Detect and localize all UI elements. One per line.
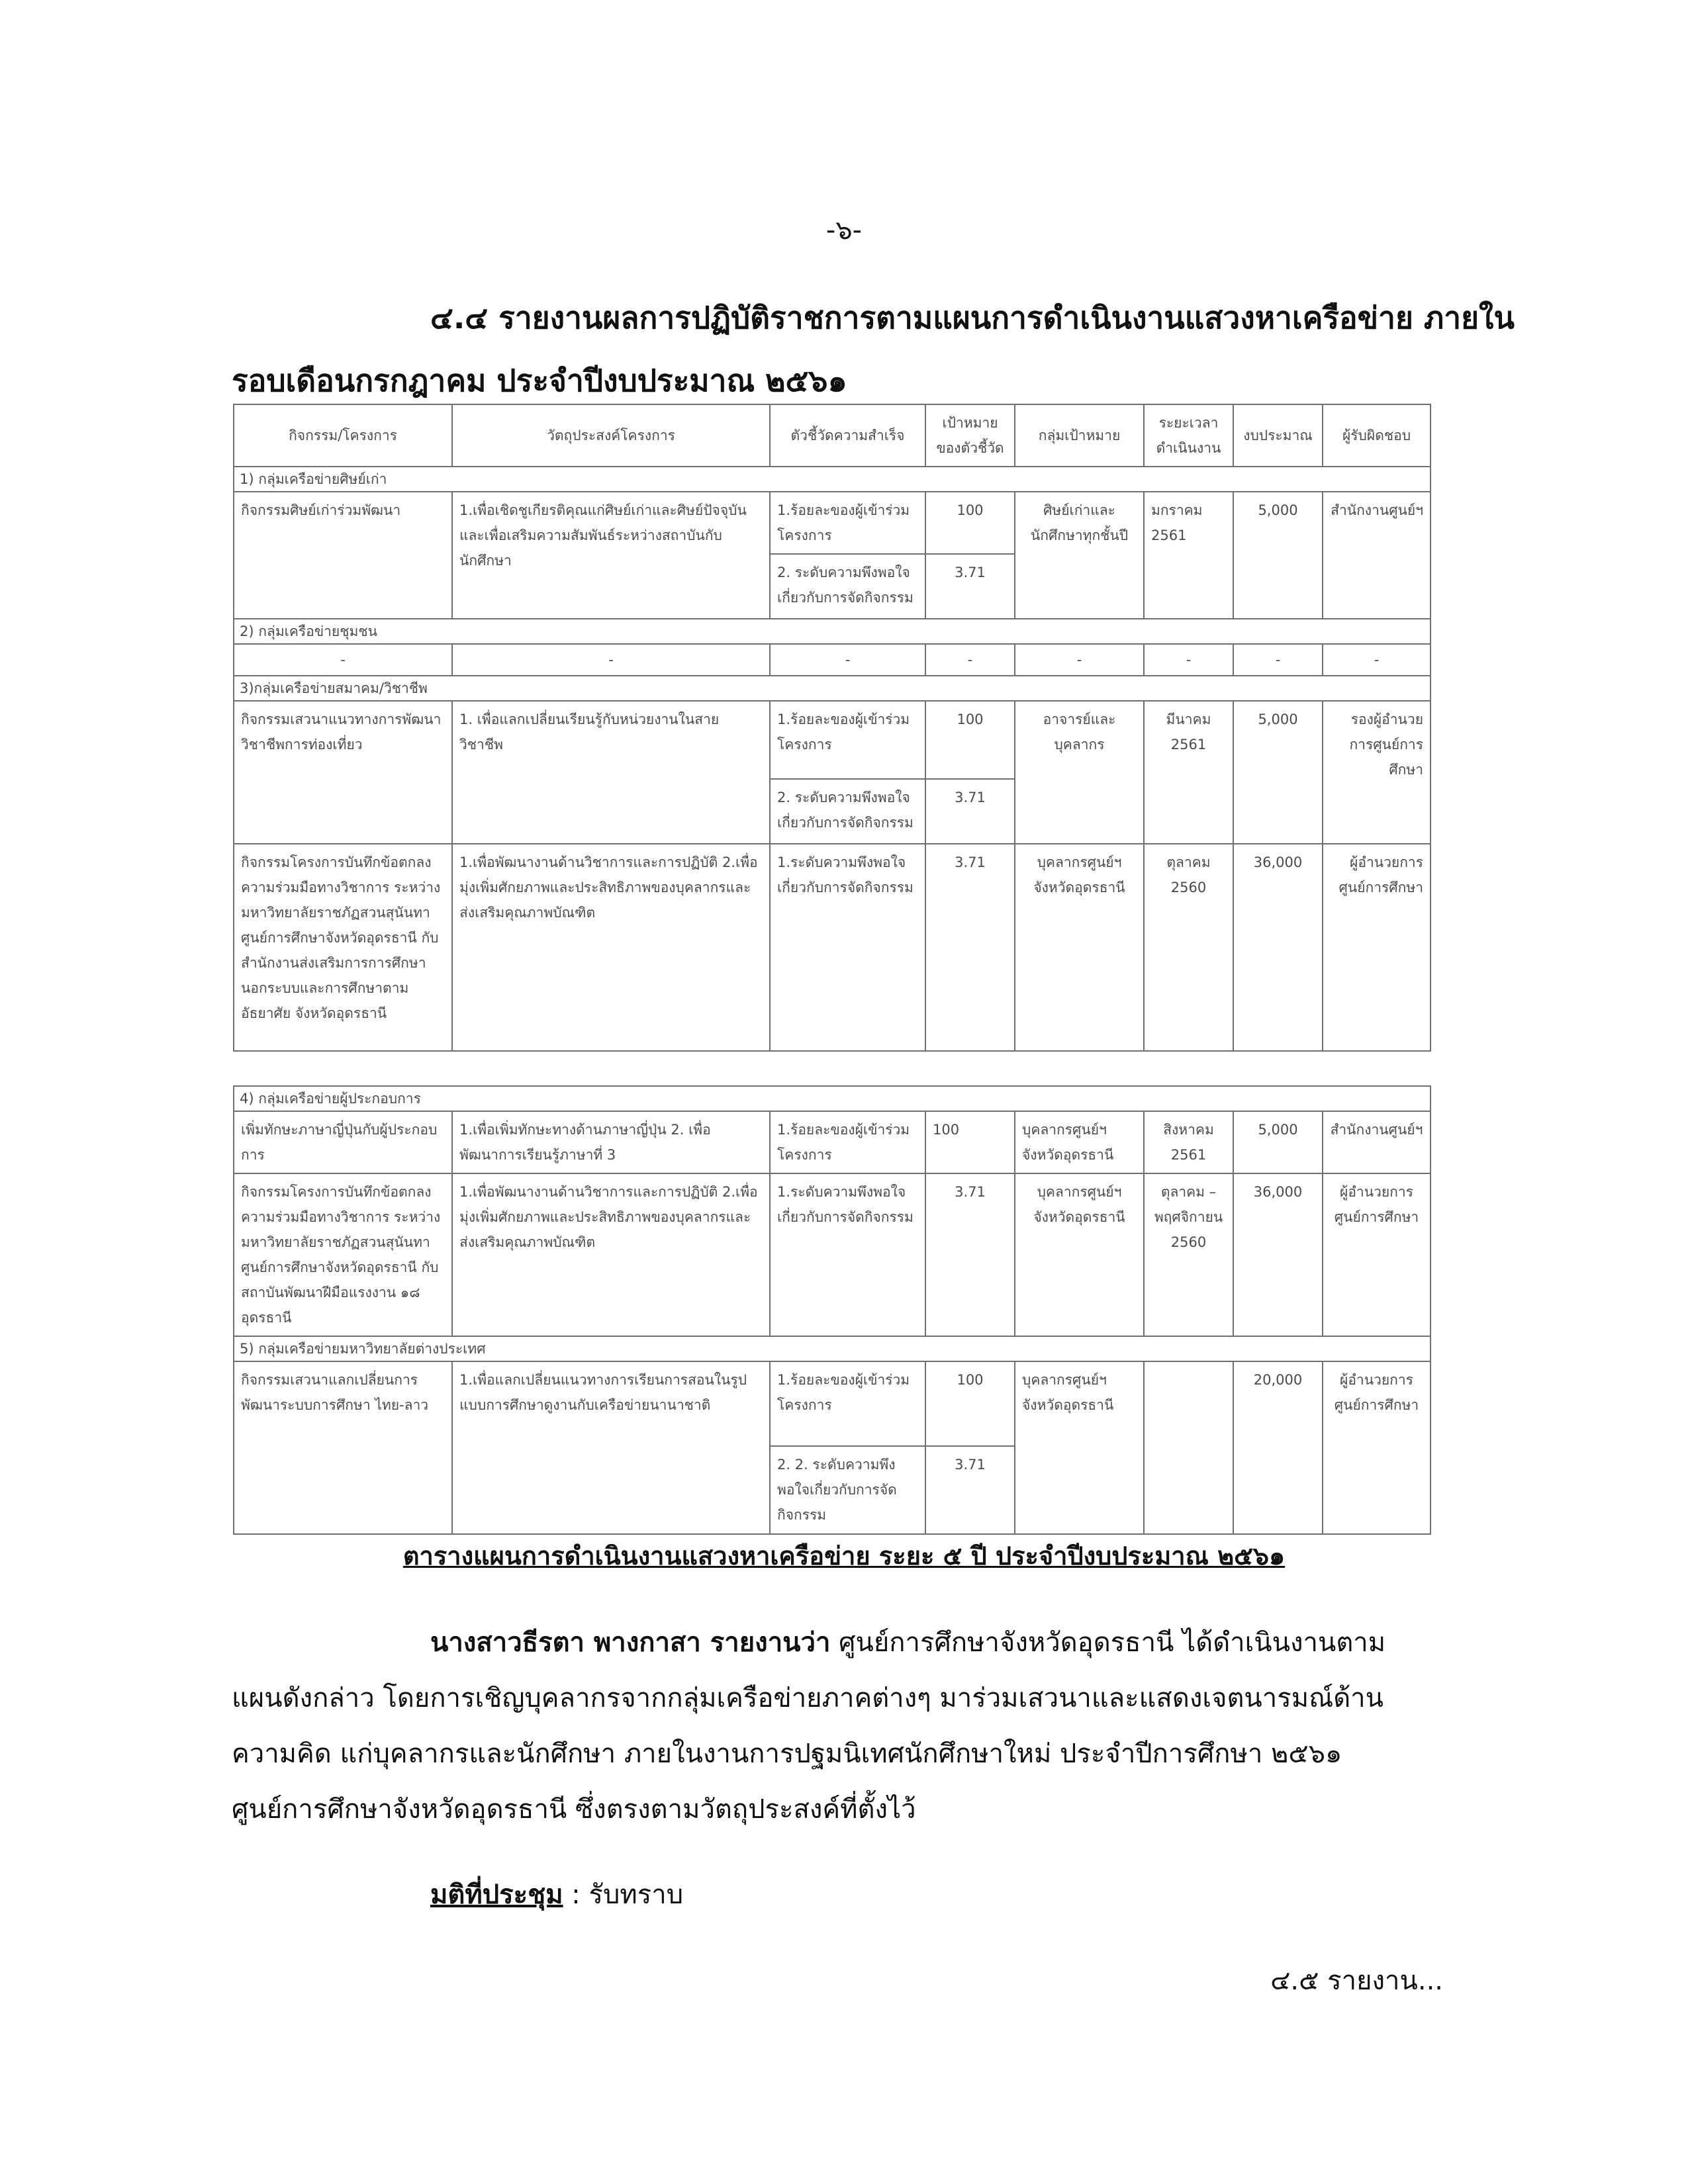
cell-target: 3.71 xyxy=(925,554,1015,619)
cell-objective: 1. เพื่อแลกเปลี่ยนเรียนรู้กับหน่วยงานในสายวิชาชีพ xyxy=(452,701,770,844)
cell-objective: 1.เพื่อพัฒนางานด้านวิชาการและการปฏิบัติ 2.เพื่อมุ่งเพิ่มศักยภาพและประสิทธิภาพของบุคลากรและส่งเสริมคุณภาพบัณฑิต xyxy=(452,1173,770,1336)
cell-period: สิงหาคม 2561 xyxy=(1144,1111,1233,1173)
cell-budget: 36,000 xyxy=(1233,1173,1323,1336)
group-entrepreneur: 4) กลุ่มเครือข่ายผู้ประกอบการ xyxy=(234,1086,1430,1111)
report-line-2: แผนดังกล่าว โดยการเชิญบุคลากรจากกลุ่มเครือข่ายภาคต่างๆ มาร่วมเสวนาและแสดงเจตนารมณ์ด้าน xyxy=(232,1683,1383,1713)
cell-target-group: บุคลากรศูนย์ฯ จังหวัดอุดรธานี xyxy=(1015,844,1144,1051)
cell-indicator: 1.ร้อยละของผู้เข้าร่วมโครงการ xyxy=(770,492,925,554)
cell-indicator: 2. ระดับความพึงพอใจเกี่ยวกับการจัดกิจกรรม xyxy=(770,554,925,619)
cell-target: 100 xyxy=(925,701,1015,779)
cell-target: 3.71 xyxy=(925,1173,1015,1336)
group-community: 2) กลุ่มเครือข่ายชุมชน xyxy=(234,619,1430,644)
cell-objective: 1.เพื่อพัฒนางานด้านวิชาการและการปฏิบัติ 2.เพื่อมุ่งเพิ่มศักยภาพและประสิทธิภาพของบุคลากรและส่งเสริมคุณภาพบัณฑิต xyxy=(452,844,770,1051)
network-plan-table-part-2 xyxy=(233,1085,1430,1535)
continuation-text: ๔.๕ รายงาน... xyxy=(1270,1966,1443,1996)
cell-period xyxy=(1144,1361,1233,1534)
cell-budget: 36,000 xyxy=(1233,844,1323,1051)
header-budget: งบประมาณ xyxy=(1233,404,1323,467)
cell-indicator: 1.ร้อยละของผู้เข้าร่วมโครงการ xyxy=(770,701,925,779)
cell-target: 3.71 xyxy=(925,844,1015,1051)
cell-dash: - xyxy=(770,644,925,676)
cell-dash: - xyxy=(234,644,452,676)
cell-target: 3.71 xyxy=(925,1446,1015,1534)
cell-objective: 1.เพื่อเชิดชูเกียรติคุณแก่ศิษย์เก่าและศิษย์ปัจจุบัน และเพื่อเสริมความสัมพันธ์ระหว่างสถาบันกับนักศึกษา xyxy=(452,492,770,619)
network-plan-table-part-1 xyxy=(233,404,1430,1052)
group-foreign-university: 5) กลุ่มเครือข่ายมหาวิทยาลัยต่างประเทศ xyxy=(234,1336,1430,1361)
header-period: ระยะเวลาดำเนินงาน xyxy=(1144,404,1233,467)
report-line-1-rest: ศูนย์การศึกษาจังหวัดอุดรธานี ได้ดำเนินงานตาม xyxy=(830,1627,1386,1658)
cell-budget: 5,000 xyxy=(1233,492,1323,619)
header-objective: วัตถุประสงค์โครงการ xyxy=(452,404,770,467)
cell-period: ตุลาคม 2560 xyxy=(1144,844,1233,1051)
cell-objective: 1.เพื่อแลกเปลี่ยนแนวทางการเรียนการสอนในรูปแบบการศึกษาดูงานกับเครือข่ายนานาชาติ xyxy=(452,1361,770,1534)
cell-dash: - xyxy=(452,644,770,676)
cell-activity: กิจกรรมโครงการบันทึกข้อตกลงความร่วมมือทางวิชาการ ระหว่างมหาวิทยาลัยราชภัฏสวนสุนันทา ศูนย์การศึกษาจังหวัดอุดรธานี กับสำนักงานส่งเสริมการการศึกษานอกระบบและการศึกษาตามอัธยาศัย จังหวัดอุดรธานี xyxy=(234,844,452,1051)
header-activity: กิจกรรม/โครงการ xyxy=(234,404,452,467)
cell-activity: เพิ่มทักษะภาษาญี่ปุ่นกับผู้ประกอบการ xyxy=(234,1111,452,1173)
header-target-group: กลุ่มเป้าหมาย xyxy=(1015,404,1144,467)
table-row xyxy=(234,492,1430,554)
table-row xyxy=(234,1111,1430,1173)
header-responsible: ผู้รับผิดชอบ xyxy=(1323,404,1430,467)
table-row xyxy=(234,701,1430,779)
cell-dash: - xyxy=(1144,644,1233,676)
report-line-1 xyxy=(430,1615,1385,1670)
resolution-value: รับทราบ xyxy=(588,1880,684,1910)
table-header-row xyxy=(234,404,1430,467)
cell-target: 100 xyxy=(925,1111,1015,1173)
cell-target-group: บุคลากรศูนย์ฯ จังหวัดอุดรธานี xyxy=(1015,1361,1144,1534)
cell-activity: กิจกรรมโครงการบันทึกข้อตกลงความร่วมมือทางวิชาการ ระหว่างมหาวิทยาลัยราชภัฏสวนสุนันทา ศูนย์การศึกษาจังหวัดอุดรธานี กับสถาบันพัฒนาฝีมือแรงงาน ๑๘ อุดรธานี xyxy=(234,1173,452,1336)
cell-indicator: 1.ระดับความพึงพอใจเกี่ยวกับการจัดกิจกรรม xyxy=(770,1173,925,1336)
group-association: 3)กลุ่มเครือข่ายสมาคม/วิชาชีพ xyxy=(234,676,1430,701)
report-line-4: ศูนย์การศึกษาจังหวัดอุดรธานี ซึ่งตรงตามวัตถุประสงค์ที่ตั้งไว้ xyxy=(232,1794,916,1825)
report-speaker: นางสาวธีรตา พางกาสา รายงานว่า xyxy=(430,1627,831,1658)
cell-target-group: ศิษย์เก่าและนักศึกษาทุกชั้นปี xyxy=(1015,492,1144,619)
cell-period: มกราคม 2561 xyxy=(1144,492,1233,619)
table-row xyxy=(234,844,1430,1051)
cell-indicator: 2. 2. ระดับความพึงพอใจเกี่ยวกับการจัดกิจกรรม xyxy=(770,1446,925,1534)
cell-activity: กิจกรรมศิษย์เก่าร่วมพัฒนา xyxy=(234,492,452,619)
report-line-3: ความคิด แก่บุคลากรและนักศึกษา ภายในงานการปฐมนิเทศนักศึกษาใหม่ ประจำปีการศึกษา ๒๕๖๑ xyxy=(232,1739,1342,1769)
cell-target-group: บุคลากรศูนย์ฯ จังหวัดอุดรธานี xyxy=(1015,1173,1144,1336)
resolution-separator: : xyxy=(563,1880,589,1910)
cell-dash: - xyxy=(925,644,1015,676)
cell-responsible: ผู้อำนวยการศูนย์การศึกษา xyxy=(1323,1361,1430,1534)
table-row-empty xyxy=(234,644,1430,676)
cell-budget: 20,000 xyxy=(1233,1361,1323,1534)
cell-target: 100 xyxy=(925,492,1015,554)
table-row xyxy=(234,1173,1430,1336)
page-number: -๖- xyxy=(825,215,863,246)
cell-indicator: 1.ร้อยละของผู้เข้าร่วมโครงการ xyxy=(770,1361,925,1446)
cell-period: มีนาคม 2561 xyxy=(1144,701,1233,844)
cell-indicator: 1.ระดับความพึงพอใจเกี่ยวกับการจัดกิจกรรม xyxy=(770,844,925,1051)
cell-activity: กิจกรรมเสวนาแนวทางการพัฒนาวิชาชีพการท่องเที่ยว xyxy=(234,701,452,844)
cell-target: 100 xyxy=(925,1361,1015,1446)
cell-indicator: 2. ระดับความพึงพอใจเกี่ยวกับการจัดกิจกรรม xyxy=(770,779,925,844)
cell-activity: กิจกรรมเสวนาแลกเปลี่ยนการพัฒนาระบบการศึกษา ไทย-ลาว xyxy=(234,1361,452,1534)
cell-dash: - xyxy=(1323,644,1430,676)
heading-line-1: ๔.๔ รายงานผลการปฏิบัติราชการตามแผนการดำเนินงานแสวงหาเครือข่าย ภายใน xyxy=(430,300,1515,336)
cell-responsible: ผู้อำนวยการศูนย์การศึกษา xyxy=(1323,1173,1430,1336)
heading-line-2: รอบเดือนกรกฎาคม ประจำปีงบประมาณ ๒๕๖๑ xyxy=(232,363,847,398)
cell-indicator: 1.ร้อยละของผู้เข้าร่วมโครงการ xyxy=(770,1111,925,1173)
cell-dash: - xyxy=(1233,644,1323,676)
table-row xyxy=(234,1361,1430,1446)
cell-target-group: อาจารย์และบุคลากร xyxy=(1015,701,1144,844)
cell-objective: 1.เพื่อเพิ่มทักษะทางด้านภาษาญี่ปุ่น 2. เพื่อพัฒนาการเรียนรู้ภาษาที่ 3 xyxy=(452,1111,770,1173)
cell-target-group: บุคลากรศูนย์ฯ จังหวัดอุดรธานี xyxy=(1015,1111,1144,1173)
header-target: เป้าหมายของตัวชี้วัด xyxy=(925,404,1015,467)
resolution-label: มติที่ประชุม xyxy=(430,1880,563,1910)
cell-period: ตุลาคม – พฤศจิกายน 2560 xyxy=(1144,1173,1233,1336)
header-indicator: ตัวชี้วัดความสำเร็จ xyxy=(770,404,925,467)
cell-dash: - xyxy=(1015,644,1144,676)
cell-budget: 5,000 xyxy=(1233,1111,1323,1173)
cell-responsible: สำนักงานศูนย์ฯ xyxy=(1323,492,1430,619)
cell-responsible: สำนักงานศูนย์ฯ xyxy=(1323,1111,1430,1173)
cell-responsible: ผู้อำนวยการศูนย์การศึกษา xyxy=(1323,844,1430,1051)
cell-responsible: รองผู้อำนวยการศูนย์การศึกษา xyxy=(1323,701,1430,844)
meeting-resolution xyxy=(430,1873,683,1915)
cell-target: 3.71 xyxy=(925,779,1015,844)
cell-budget: 5,000 xyxy=(1233,701,1323,844)
table-caption: ตารางแผนการดำเนินงานแสวงหาเครือข่าย ระยะ ๕ ปี ประจำปีงบประมาณ ๒๕๖๑ xyxy=(402,1541,1286,1570)
group-alumni: 1) กลุ่มเครือข่ายศิษย์เก่า xyxy=(234,467,1430,492)
